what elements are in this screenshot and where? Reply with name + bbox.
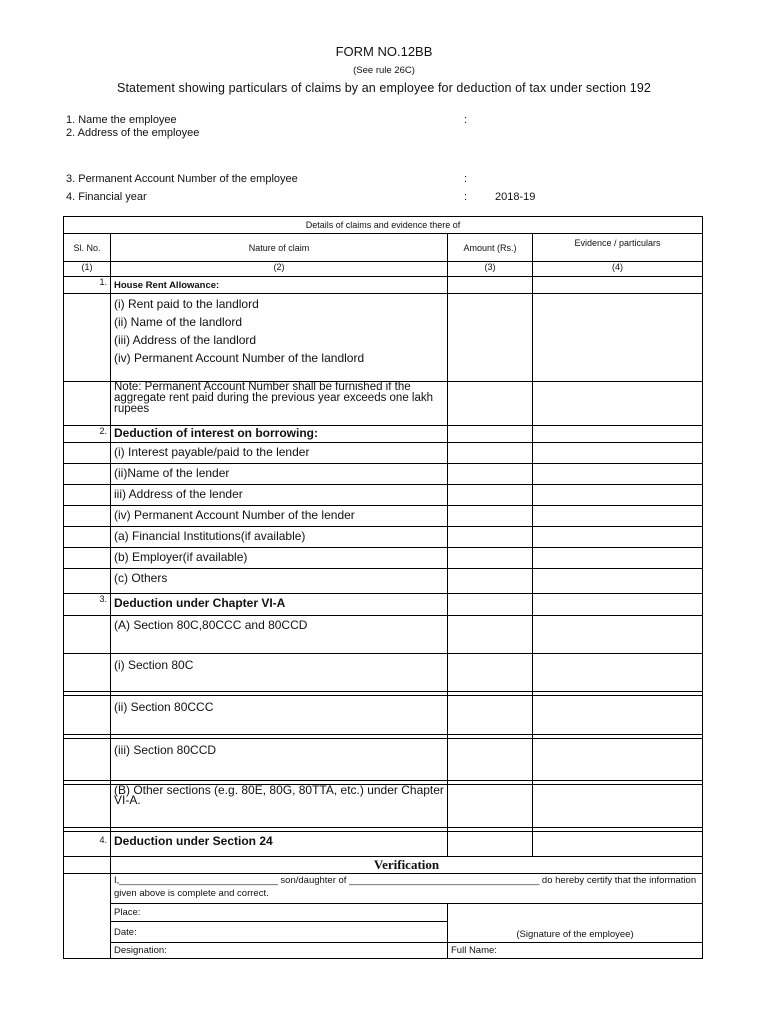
section-1-blank-cell xyxy=(64,294,111,382)
amount-cell xyxy=(448,696,533,735)
blank-cell xyxy=(64,464,111,485)
verification-title: Verification xyxy=(111,857,703,874)
field-financial-year-label: 4. Financial year xyxy=(66,191,147,203)
amount-cell xyxy=(448,294,533,382)
blank-cell xyxy=(64,485,111,506)
col-header-nature: Nature of claim xyxy=(111,234,448,262)
list-item: (a) Financial Institutions(if available) xyxy=(111,527,448,548)
section-4-number: 4. xyxy=(64,832,111,857)
table-caption: Details of claims and evidence there of xyxy=(64,217,703,234)
section-3-b: (B) Other sections (e.g. 80E, 80G, 80TTA, etc.) under Chapter VI-A. xyxy=(111,785,448,828)
col-number-1: (1) xyxy=(64,262,111,277)
amount-cell xyxy=(448,382,533,426)
evidence-cell xyxy=(533,832,703,857)
section-3-a: (A) Section 80C,80CCC and 80CCD xyxy=(111,616,448,654)
section-3-number: 3. xyxy=(64,594,111,616)
amount-cell xyxy=(448,548,533,569)
section-1-amount-cell xyxy=(448,277,533,294)
blank-cell xyxy=(64,785,111,828)
evidence-cell xyxy=(533,506,703,527)
rule-reference: (See rule 26C) xyxy=(353,65,415,76)
field-employee-pan-colon: : xyxy=(464,173,468,185)
evidence-cell xyxy=(533,569,703,594)
evidence-cell xyxy=(533,696,703,735)
col-number-4: (4) xyxy=(533,262,703,277)
amount-cell xyxy=(448,464,533,485)
signature-label: (Signature of the employee) xyxy=(448,904,703,943)
amount-cell xyxy=(448,654,533,692)
place-label: Place: xyxy=(111,904,448,922)
col-header-sl-no: Sl. No. xyxy=(64,234,111,262)
field-employee-name-label: 1. Name the employee xyxy=(66,114,177,126)
blank-cell xyxy=(64,654,111,692)
evidence-cell xyxy=(533,594,703,616)
verification-text: I,______________________________ son/daughter of ____________________________________ do hereby certify that the information given above is complete and correct. xyxy=(111,874,703,904)
blank-cell xyxy=(64,696,111,735)
amount-cell xyxy=(448,594,533,616)
section-1-evidence-cell xyxy=(533,277,703,294)
col-number-2: (2) xyxy=(111,262,448,277)
section-1-note: Note: Permanent Account Number shall be furnished if the aggregate rent paid during the previous year exceeds one lakh rupees xyxy=(111,382,448,426)
amount-cell xyxy=(448,739,533,781)
list-item: (i) Interest payable/paid to the lender xyxy=(111,443,448,464)
evidence-cell xyxy=(533,739,703,781)
col-header-evidence: Evidence / particulars xyxy=(533,234,703,262)
amount-cell xyxy=(448,443,533,464)
section-3-ii: (ii) Section 80CCC xyxy=(111,696,448,735)
amount-cell xyxy=(448,506,533,527)
evidence-cell xyxy=(533,785,703,828)
section-1-title: House Rent Allowance: xyxy=(111,277,448,294)
field-employee-name-colon: : xyxy=(464,114,468,126)
evidence-cell xyxy=(533,485,703,506)
blank-cell xyxy=(64,739,111,781)
evidence-cell xyxy=(533,616,703,654)
amount-cell xyxy=(448,527,533,548)
section-1-items xyxy=(111,294,448,382)
blank-cell xyxy=(64,443,111,464)
evidence-cell xyxy=(533,654,703,692)
evidence-cell xyxy=(533,464,703,485)
list-item: (ii) Name of the landlord xyxy=(114,315,243,329)
date-label: Date: xyxy=(111,922,448,943)
section-1-number: 1. xyxy=(64,277,111,294)
list-item: iii) Address of the lender xyxy=(111,485,448,506)
blank-cell xyxy=(64,616,111,654)
evidence-cell xyxy=(533,443,703,464)
list-item: (iii) Address of the landlord xyxy=(114,333,257,347)
amount-cell xyxy=(448,426,533,443)
blank-cell xyxy=(64,569,111,594)
field-financial-year-colon: : xyxy=(464,191,468,203)
amount-cell xyxy=(448,616,533,654)
section-4-title: Deduction under Section 24 xyxy=(111,832,448,857)
section-2-number: 2. xyxy=(64,426,111,443)
amount-cell xyxy=(448,832,533,857)
form-title: FORM NO.12BB xyxy=(335,44,433,59)
field-employee-address-label: 2. Address of the employee xyxy=(66,127,200,139)
col-number-3: (3) xyxy=(448,262,533,277)
list-item: (iv) Permanent Account Number of the landlord xyxy=(114,351,365,365)
list-item: (c) Others xyxy=(111,569,448,594)
list-item: (ii)Name of the lender xyxy=(111,464,448,485)
evidence-cell xyxy=(533,382,703,426)
form-statement: Statement showing particulars of claims by an employee for deduction of tax under section 192 xyxy=(117,81,651,95)
list-item: (i) Rent paid to the landlord xyxy=(114,297,259,311)
designation-label: Designation: xyxy=(111,943,448,959)
list-item: (iv) Permanent Account Number of the lender xyxy=(111,506,448,527)
field-financial-year-value: 2018-19 xyxy=(495,191,536,203)
section-3-iii: (iii) Section 80CCD xyxy=(111,739,448,781)
amount-cell xyxy=(448,785,533,828)
amount-cell xyxy=(448,485,533,506)
blank-cell xyxy=(64,506,111,527)
list-item: (b) Employer(if available) xyxy=(111,548,448,569)
blank-cell xyxy=(64,857,111,874)
section-3-title: Deduction under Chapter VI-A xyxy=(111,594,448,616)
section-3-i: (i) Section 80C xyxy=(111,654,448,692)
blank-cell xyxy=(64,527,111,548)
evidence-cell xyxy=(533,294,703,382)
evidence-cell xyxy=(533,426,703,443)
blank-cell xyxy=(64,874,111,959)
col-header-amount: Amount (Rs.) xyxy=(448,234,533,262)
claims-table xyxy=(63,216,703,959)
section-2-title: Deduction of interest on borrowing: xyxy=(111,426,448,443)
field-employee-pan-label: 3. Permanent Account Number of the employee xyxy=(66,173,298,185)
full-name-label: Full Name: xyxy=(448,943,703,959)
amount-cell xyxy=(448,569,533,594)
evidence-cell xyxy=(533,548,703,569)
evidence-cell xyxy=(533,527,703,548)
blank-cell xyxy=(64,548,111,569)
blank-cell xyxy=(64,382,111,426)
